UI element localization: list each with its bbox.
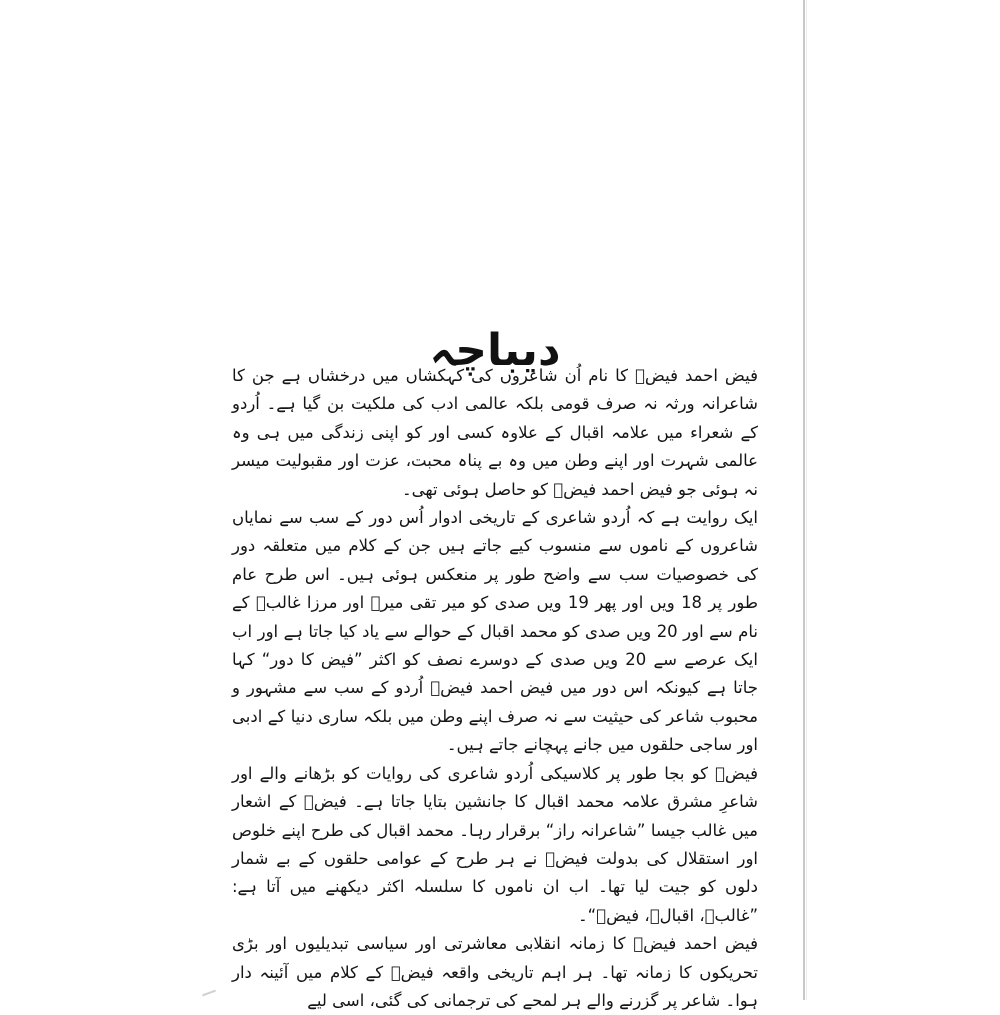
paragraph-2: ایک روایت ہے کہ اُردو شاعری کے تاریخی ادوار اُس دور کے سب سے نمایاں شاعروں کے ناموں سے منسوب کیے جاتے ہیں جن کے کلام میں متعلقہ دور کی خصوصیات سب سے واضح طور پر منعکس ہوئی ہیں۔ اس طرح عام طور پر 18 ویں اور پھر 19 ویں صدی کو میر تقی میرؔ اور مرزا غالبؔ کے نام سے اور 20 ویں صدی کو محمد اقبال کے حوالے سے یاد کیا جاتا ہے اور اب ایک عرصے سے 20 ویں صدی کے دوسرے نصف کو اکثر ”فیض کا دور“ کہا جاتا ہے کیونکہ اس دور میں فیض احمد فیضؔ اُردو کے سب سے مشہور و محبوب شاعر کی حیثیت سے نہ صرف اپنے وطن میں بلکہ ساری دنیا کے ادبی اور ساجی حلقوں میں جانے پہچانے جاتے ہیں۔ <box>232 508 758 755</box>
page-edge-line <box>803 0 805 1000</box>
page-title: دیباچہ <box>429 325 561 377</box>
paragraph-3: فیضؔ کو بجا طور پر کلاسیکی اُردو شاعری کی روایات کو بڑھانے والے اور شاعرِ مشرق علامہ محمد اقبال کا جانشین بتایا جاتا ہے۔ فیضؔ کے اشعار میں غالب جیسا ”شاعرانہ راز“ برقرار رہا۔ محمد اقبال کی طرح اپنے خلوص اور استقلال کی بدولت فیضؔ نے ہر طرح کے عوامی حلقوں کے بے شمار دلوں کو جیت لیا تھا۔ اب ان ناموں کا سلسلہ اکثر دیکھنے میں آتا ہے: ”غالبؔ، اقبالؔ، فیضؔ“۔ <box>232 763 758 925</box>
body-text <box>232 362 758 1015</box>
paragraph-4: فیض احمد فیضؔ کا زمانہ انقلابی معاشرتی اور سیاسی تبدیلیوں اور بڑی تحریکوں کا زمانہ تھا۔ ہر اہم تاریخی واقعہ فیضؔ کے کلام میں آئینہ دار ہوا۔ شاعر پر گزرنے والے ہر لمحے کی ترجمانی کی گئی، اسی لیے <box>232 934 758 1010</box>
paragraph-1: فیض احمد فیضؔ کا نام اُن شاعروں کی کہکشاں میں درخشاں ہے جن کا شاعرانہ ورثہ نہ صرف قومی بلکہ عالمی ادب کی ملکیت بن گیا ہے۔ اُردو کے شعراء میں علامہ اقبال کے علاوہ کسی اور کو اپنی زندگی میں ہی وہ عالمی شہرت اور اپنے وطن میں وہ بے پناہ محبت، عزت اور مقبولیت میسر نہ ہوئی جو فیض احمد فیضؔ کو حاصل ہوئی تھی۔ <box>232 366 758 499</box>
page-corner-mark <box>202 990 216 997</box>
page-edge-shadow <box>806 0 807 1000</box>
